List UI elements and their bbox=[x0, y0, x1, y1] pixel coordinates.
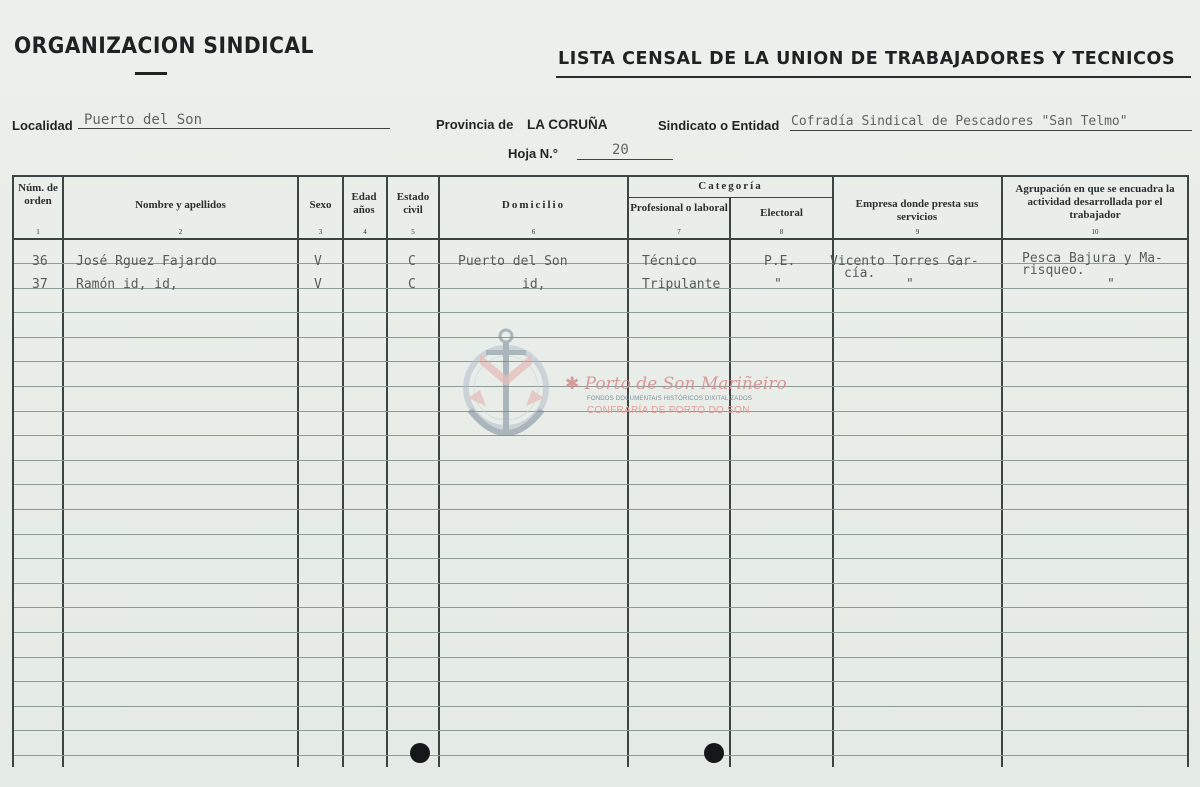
anchor-seal-icon bbox=[460, 326, 552, 454]
row-rule bbox=[14, 534, 1187, 535]
colnum-9: 9 bbox=[915, 228, 920, 236]
row-rule bbox=[14, 706, 1187, 707]
row-rule bbox=[14, 435, 1187, 436]
row-36-sexo: V bbox=[314, 254, 322, 269]
row-36-domicilio: Puerto del Son bbox=[458, 254, 568, 269]
row-rule bbox=[14, 361, 1187, 362]
row-rule bbox=[14, 657, 1187, 658]
row-36-empresa-line2: cía. bbox=[844, 266, 876, 281]
binder-hole-left bbox=[410, 743, 430, 763]
row-36-profesional: Técnico bbox=[642, 254, 697, 269]
header-categoria: Categoría bbox=[698, 180, 763, 192]
row-37-estado: C bbox=[408, 277, 416, 292]
list-title-underline bbox=[556, 76, 1191, 78]
organization-title-underline bbox=[135, 72, 167, 75]
watermark-subtitle: FONDOS DOCUMENTAIS HISTÓRICOS DIXITALIZADOS bbox=[587, 396, 753, 402]
row-rule bbox=[14, 755, 1187, 756]
watermark-org: CONFRARÍA DE PORTO DO SON bbox=[587, 405, 750, 416]
row-37-nombre: Ramón id, id, bbox=[76, 277, 178, 292]
header-profesional: Profesional o laboral bbox=[630, 202, 728, 214]
row-rule bbox=[14, 632, 1187, 633]
colnum-10: 10 bbox=[1091, 228, 1099, 236]
watermark-title: ✱ Porto de Son Mariñeiro bbox=[565, 374, 787, 394]
sindicato-line bbox=[790, 130, 1192, 131]
header-num-orden: Núm. de orden bbox=[18, 182, 58, 207]
row-37-agrupacion: " bbox=[1107, 277, 1115, 292]
census-table bbox=[12, 175, 1189, 767]
colnum-5: 5 bbox=[411, 228, 415, 236]
row-rule bbox=[14, 509, 1187, 510]
row-37-num: 37 bbox=[32, 277, 48, 292]
row-36-agrupacion-line1: Pesca Bajura y Ma- bbox=[1022, 251, 1163, 266]
hoja-line bbox=[577, 159, 673, 160]
colnum-2: 2 bbox=[178, 228, 183, 236]
row-37-empresa: " bbox=[906, 277, 914, 292]
colnum-3: 3 bbox=[318, 228, 323, 236]
row-rule bbox=[14, 288, 1187, 289]
table-top-border bbox=[12, 175, 1189, 177]
hoja-value: 20 bbox=[612, 142, 629, 158]
header-sexo: Sexo bbox=[309, 199, 332, 211]
col-line-10 bbox=[1187, 175, 1189, 767]
row-36-electoral: P.E. bbox=[764, 254, 796, 269]
localidad-line bbox=[78, 128, 390, 129]
row-rule bbox=[14, 730, 1187, 731]
sindicato-value: Cofradía Sindical de Pescadores "San Telmo" bbox=[791, 114, 1128, 129]
row-36-estado: C bbox=[408, 254, 416, 269]
localidad-label: Localidad bbox=[12, 118, 73, 133]
hoja-label: Hoja N.° bbox=[508, 146, 558, 161]
provincia-label: Provincia de bbox=[436, 117, 514, 132]
row-36-nombre: José Rguez Fajardo bbox=[76, 254, 217, 269]
row-rule bbox=[14, 337, 1187, 338]
colnum-8: 8 bbox=[779, 228, 784, 236]
row-37-sexo: V bbox=[314, 277, 322, 292]
colnum-1: 1 bbox=[36, 228, 40, 236]
header-nombre: Nombre y apellidos bbox=[135, 199, 226, 211]
row-rule bbox=[14, 460, 1187, 461]
row-rule bbox=[14, 681, 1187, 682]
row-36-agrupacion-line2: risqueo. bbox=[1022, 263, 1085, 278]
organization-title: ORGANIZACION SINDICAL bbox=[14, 34, 314, 59]
row-rule bbox=[14, 583, 1187, 584]
header-domicilio: Domicilio bbox=[501, 199, 566, 211]
row-rule bbox=[14, 558, 1187, 559]
colnum-6: 6 bbox=[531, 228, 536, 236]
header-estado: Estado civil bbox=[396, 191, 430, 216]
row-rule bbox=[14, 484, 1187, 485]
row-36-num: 36 bbox=[32, 254, 48, 269]
colnum-7: 7 bbox=[677, 228, 681, 236]
header-edad: Edad años bbox=[351, 191, 377, 216]
star-icon: ✱ bbox=[565, 374, 580, 394]
provincia-value: LA CORUÑA bbox=[527, 117, 608, 132]
colnum-4: 4 bbox=[363, 228, 367, 236]
sindicato-label: Sindicato o Entidad bbox=[658, 118, 780, 133]
row-37-electoral: " bbox=[774, 277, 782, 292]
row-rule bbox=[14, 312, 1187, 313]
header-electoral: Electoral bbox=[760, 207, 803, 219]
row-37-domicilio: id, bbox=[522, 277, 546, 292]
localidad-value: Puerto del Son bbox=[84, 112, 203, 128]
row-37-profesional: Tripulante bbox=[642, 277, 721, 292]
row-rule bbox=[14, 607, 1187, 608]
header-bottom-border bbox=[12, 238, 1189, 240]
binder-hole-right bbox=[704, 743, 724, 763]
row-36-empresa-line1: Vicento Torres Gar- bbox=[830, 254, 979, 269]
header-agrupacion: Agrupación en que se encuadra la actividad desarrollada por el trabajador bbox=[1015, 183, 1175, 221]
list-title: LISTA CENSAL DE LA UNION DE TRABAJADORES Y TECNICOS bbox=[558, 49, 1176, 69]
header-empresa: Empresa donde presta sus servicios bbox=[855, 198, 979, 223]
